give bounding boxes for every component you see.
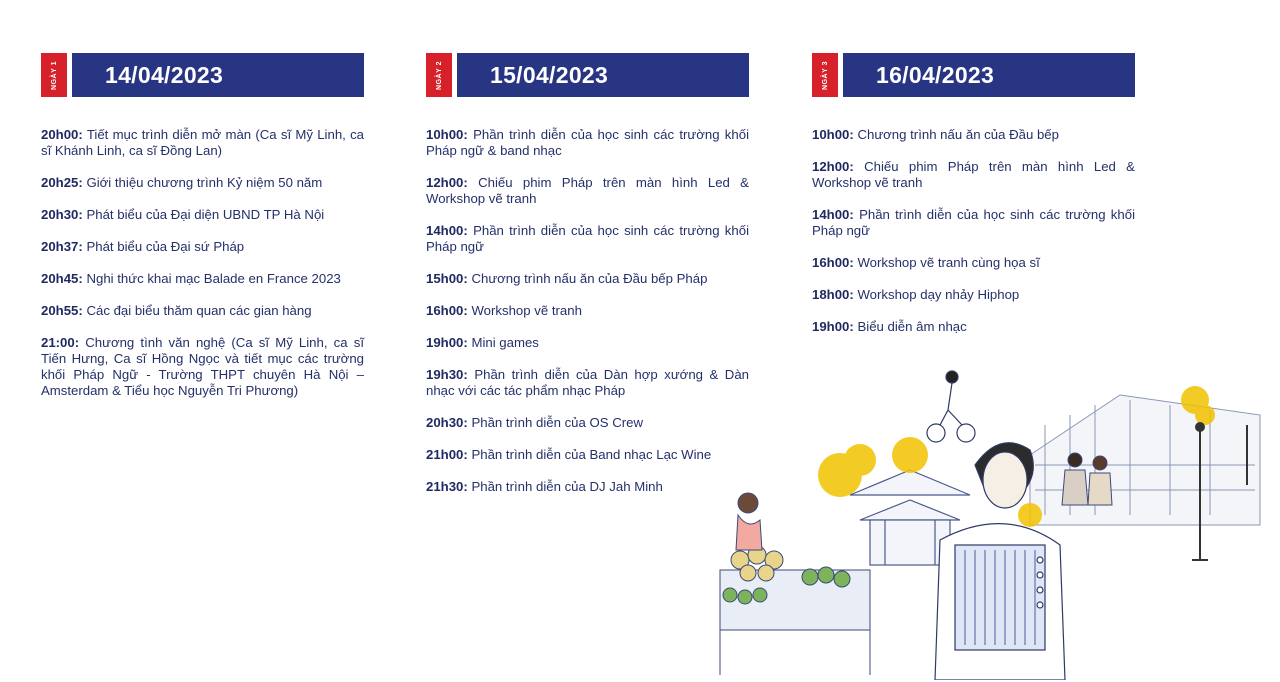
schedule-time: 19h00: bbox=[812, 319, 854, 334]
schedule-item bbox=[41, 127, 364, 159]
schedule-item bbox=[812, 127, 1135, 143]
schedule-time: 15h00: bbox=[426, 271, 468, 286]
schedule-text: Chương tình văn nghệ (Ca sĩ Mỹ Linh, ca sĩ Tiến Hưng, Ca sĩ Hồng Ngọc và tiết mục các trường khối Pháp Ngữ - Trường THPT chuyên Hà Nội – Amsterdam & Tiểu học Nguyễn Tri Phương) bbox=[41, 335, 364, 398]
schedule-list bbox=[812, 127, 1135, 335]
schedule-text: Workshop vẽ tranh bbox=[471, 303, 582, 318]
schedule-time: 19h00: bbox=[426, 335, 468, 350]
schedule-item bbox=[41, 303, 364, 319]
schedule-item bbox=[812, 207, 1135, 239]
schedule-text: Biểu diễn âm nhạc bbox=[857, 319, 967, 334]
schedule-text: Phần trình diễn của học sinh các trường khối Pháp ngữ bbox=[812, 207, 1136, 238]
schedule-item bbox=[41, 271, 364, 287]
schedule-text: Workshop dạy nhảy Hiphop bbox=[857, 287, 1020, 302]
date-title: 16/04/2023 bbox=[876, 61, 995, 88]
schedule-time: 21:00: bbox=[41, 335, 80, 350]
schedule-time: 20h55: bbox=[41, 303, 83, 318]
schedule-time: 14h00: bbox=[812, 207, 854, 222]
date-bar bbox=[457, 53, 749, 97]
schedule-item bbox=[41, 335, 364, 399]
schedule-text: Tiết mục trình diễn mở màn (Ca sĩ Mỹ Linh, ca sĩ Khánh Linh, ca sĩ Đồng Lan) bbox=[41, 127, 365, 158]
day-tag: NGÀY 1 bbox=[41, 53, 67, 97]
schedule-item bbox=[426, 223, 749, 255]
schedule-time: 21h30: bbox=[426, 479, 468, 494]
schedule-item bbox=[41, 175, 364, 191]
schedule-time: 16h00: bbox=[426, 303, 468, 318]
schedule-text: Chương trình nấu ăn của Đầu bếp Pháp bbox=[471, 271, 708, 286]
schedule-time: 20h25: bbox=[41, 175, 83, 190]
day-header bbox=[426, 53, 749, 97]
schedule-time: 21h00: bbox=[426, 447, 468, 462]
street-festival-illustration bbox=[700, 355, 1270, 680]
schedule-time: 20h37: bbox=[41, 239, 83, 254]
schedule-text: Phần trình diễn của học sinh các trường khối Pháp ngữ bbox=[426, 223, 750, 254]
date-bar bbox=[843, 53, 1135, 97]
schedule-time: 12h00: bbox=[426, 175, 468, 190]
schedule-list bbox=[41, 127, 364, 399]
schedule-time: 20h00: bbox=[41, 127, 83, 142]
day-header bbox=[41, 53, 364, 97]
schedule-text: Phần trình diễn của Band nhạc Lạc Wine bbox=[471, 447, 712, 462]
schedule-text: Chương trình nấu ăn của Đầu bếp bbox=[857, 127, 1059, 142]
day-tag: NGÀY 2 bbox=[426, 53, 452, 97]
schedule-item bbox=[41, 207, 364, 223]
schedule-item bbox=[812, 319, 1135, 335]
day-column-3 bbox=[812, 53, 1135, 351]
schedule-time: 14h00: bbox=[426, 223, 468, 238]
schedule-text: Chiếu phim Pháp trên màn hình Led & Workshop vẽ tranh bbox=[812, 159, 1135, 190]
schedule-item bbox=[426, 175, 749, 207]
date-title: 14/04/2023 bbox=[105, 61, 224, 88]
schedule-text: Phần trình diễn của DJ Jah Minh bbox=[471, 479, 663, 494]
schedule-text: Phần trình diễn của Dàn hợp xướng & Dàn nhạc với các tác phẩm nhạc Pháp bbox=[426, 367, 749, 398]
schedule-text: Phát biểu của Đại sứ Pháp bbox=[86, 239, 245, 254]
date-bar bbox=[72, 53, 364, 97]
schedule-time: 18h00: bbox=[812, 287, 854, 302]
schedule-item bbox=[812, 287, 1135, 303]
schedule-item bbox=[812, 255, 1135, 271]
day-header bbox=[812, 53, 1135, 97]
schedule-item bbox=[426, 335, 749, 351]
schedule-text: Phần trình diễn của OS Crew bbox=[471, 415, 643, 430]
schedule-text: Nghi thức khai mạc Balade en France 2023 bbox=[86, 271, 341, 286]
schedule-item bbox=[426, 303, 749, 319]
schedule-item bbox=[41, 239, 364, 255]
schedule-time: 16h00: bbox=[812, 255, 854, 270]
schedule-text: Mini games bbox=[471, 335, 539, 350]
schedule-text: Các đại biểu thăm quan các gian hàng bbox=[86, 303, 312, 318]
schedule-time: 20h45: bbox=[41, 271, 83, 286]
schedule-text: Giới thiệu chương trình Kỷ niệm 50 năm bbox=[86, 175, 323, 190]
day-column-1 bbox=[41, 53, 364, 415]
schedule-text: Phát biểu của Đại diện UBND TP Hà Nội bbox=[86, 207, 325, 222]
schedule-text: Chiếu phim Pháp trên màn hình Led & Workshop vẽ tranh bbox=[426, 175, 749, 206]
schedule-time: 12h00: bbox=[812, 159, 854, 174]
schedule-text: Workshop vẽ tranh cùng họa sĩ bbox=[857, 255, 1040, 270]
schedule-item bbox=[812, 159, 1135, 191]
schedule-time: 10h00: bbox=[812, 127, 854, 142]
schedule-time: 20h30: bbox=[426, 415, 468, 430]
schedule-time: 10h00: bbox=[426, 127, 468, 142]
schedule-item bbox=[426, 127, 749, 159]
day-tag: NGÀY 3 bbox=[812, 53, 838, 97]
schedule-time: 20h30: bbox=[41, 207, 83, 222]
schedule-item bbox=[426, 271, 749, 287]
schedule-time: 19h30: bbox=[426, 367, 468, 382]
date-title: 15/04/2023 bbox=[490, 61, 609, 88]
schedule-text: Phần trình diễn của học sinh các trường khối Pháp ngữ & band nhạc bbox=[426, 127, 750, 158]
